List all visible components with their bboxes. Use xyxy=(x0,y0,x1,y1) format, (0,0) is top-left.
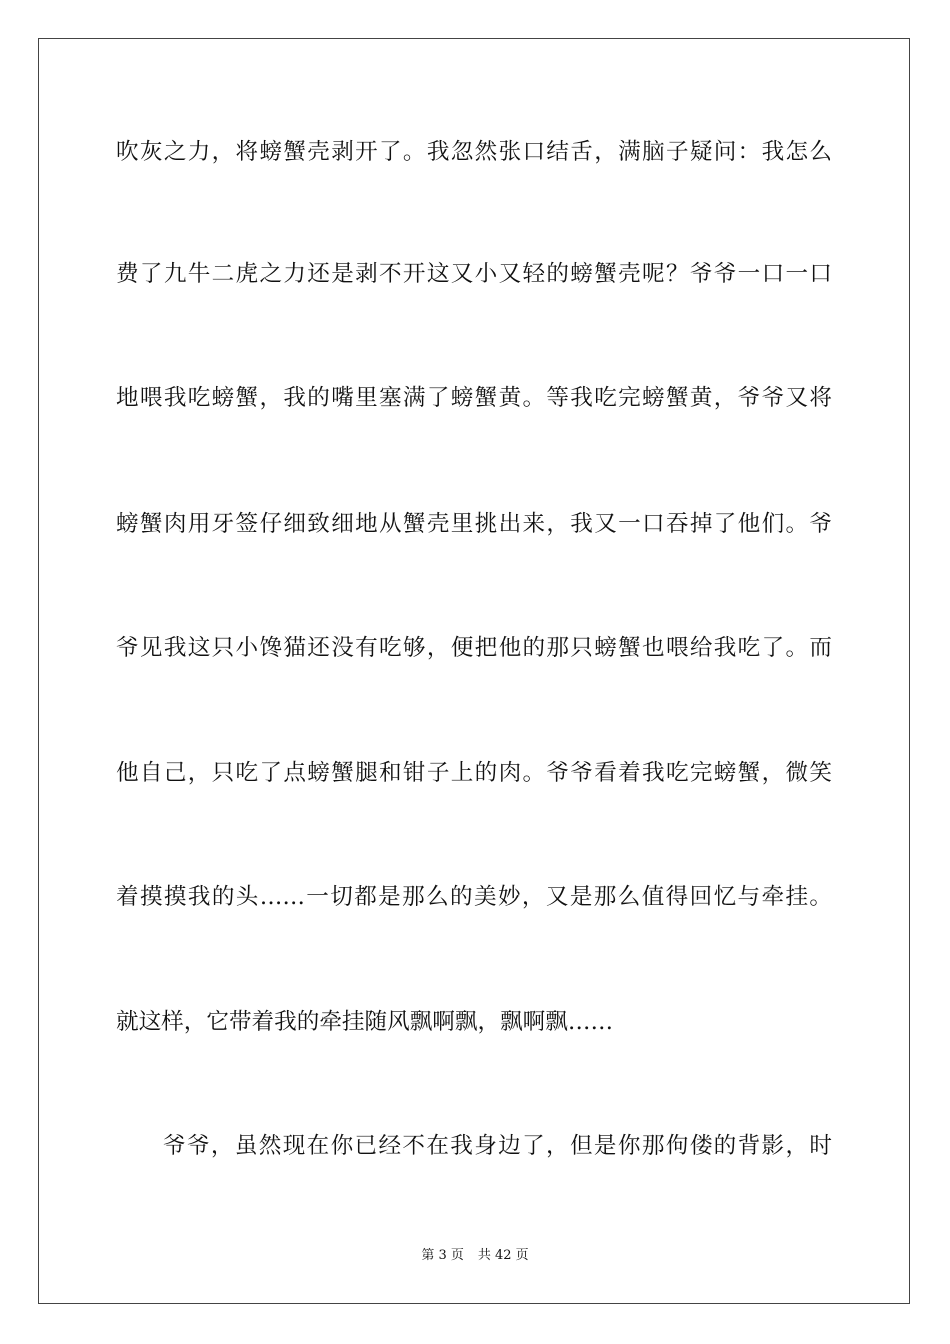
paragraph-line: 就这样，它带着我的牵挂随风飘啊飘，飘啊飘…… xyxy=(116,1009,614,1035)
paragraph-line: 螃蟹肉用牙签仔细致细地从蟹壳里挑出来，我又一口吞掉了他们。爷 xyxy=(116,511,832,537)
paragraph-line: 地喂我吃螃蟹，我的嘴里塞满了螃蟹黄。等我吃完螃蟹黄，爷爷又将 xyxy=(116,385,832,411)
paragraph-line: 爷见我这只小馋猫还没有吃够，便把他的那只螃蟹也喂给我吃了。而 xyxy=(116,635,832,661)
paragraph-line: 他自己，只吃了点螃蟹腿和钳子上的肉。爷爷看着我吃完螃蟹，微笑 xyxy=(116,760,832,786)
paragraph-line: 爷爷，虽然现在你已经不在我身边了，但是你那佝偻的背影，时 xyxy=(163,1133,832,1159)
paragraph-line: 吹灰之力，将螃蟹壳剥开了。我忽然张口结舌，满脑子疑问：我怎么 xyxy=(116,139,832,165)
page-number: 第 3 页 xyxy=(421,1248,464,1263)
page-border xyxy=(38,38,910,1304)
page-footer xyxy=(0,1247,950,1265)
paragraph-line: 费了九牛二虎之力还是剥不开这又小又轻的螃蟹壳呢？爷爷一口一口 xyxy=(116,261,832,287)
page-total: 共 42 页 xyxy=(477,1248,529,1263)
paragraph-line: 着摸摸我的头……一切都是那么的美妙，又是那么值得回忆与牵挂。 xyxy=(116,884,832,910)
